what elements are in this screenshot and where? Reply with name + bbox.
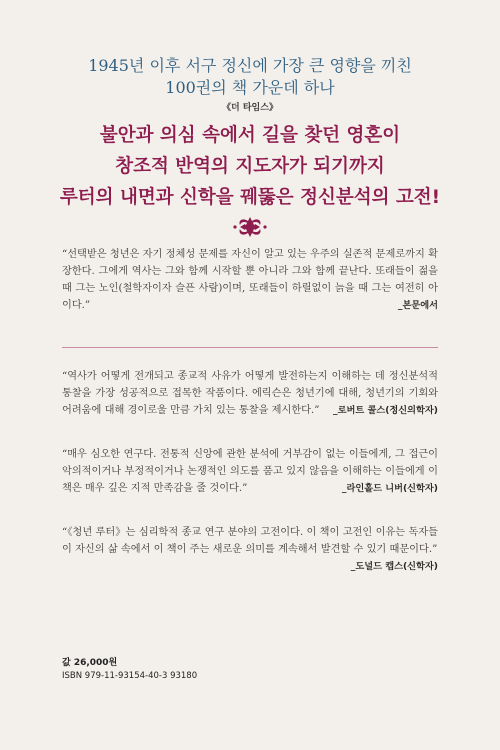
back-matter — [62, 655, 202, 681]
headline-line-3: 루터의 내면과 신학을 꿰뚫은 정신분석의 고전! — [59, 187, 441, 208]
review-attribution: _로버트 콜스(정신의학자) — [333, 405, 438, 416]
excerpt-text: “선택받은 청년은 자기 정체성 문제를 자신이 알고 있는 우주의 실존적 문제로까지 확장한다. 그에게 역사는 그와 함께 시작할 뿐 아니라 그와 함께 끝난다. 또래들이 젊을 때 그는 노인(철학자이자 슬픈 사람)이며, 또래들이 하릴없이 늙을 때 그는 여전히 아이다.” — [62, 249, 438, 311]
review-quote-2 — [62, 446, 438, 497]
headline-line-1: 불안과 의심 속에서 길을 찾던 영혼이 — [99, 125, 401, 146]
review-quote-1 — [62, 368, 438, 419]
isbn-label: ISBN 979-11-93154-40-3 93180 — [62, 671, 198, 681]
headline — [0, 120, 500, 213]
tagline-source: 《더 타임스》 — [222, 103, 278, 113]
section-divider — [62, 347, 438, 348]
tagline-line-1: 1945년 이후 서구 정신에 가장 큰 영향을 끼친 — [88, 56, 412, 75]
review-attribution: _라인홀드 니버(신학자) — [341, 483, 438, 494]
headline-line-2: 창조적 반역의 지도자가 되기까지 — [115, 156, 385, 177]
excerpt-attribution: _본문에서 — [397, 300, 438, 311]
review-quote-3 — [62, 524, 438, 575]
review-attribution: _도널드 캡스(신학자) — [350, 561, 438, 572]
review-text: “《청년 루터》는 심리학적 종교 연구 분야의 고전이다. 이 책이 고전인 이유는 독자들이 자신의 삶 속에서 이 책이 주는 새로운 의미를 계속해서 발견할 수 있기 때문이다.” — [62, 527, 438, 555]
price-label: 값 26,000원 — [62, 658, 118, 668]
excerpt-quote — [62, 246, 438, 314]
review-text: “매우 심오한 연구다. 전통적 신앙에 관한 분석에 거부감이 없는 이들에게, 그 접근이 악의적이거나 부정적이거나 논쟁적인 의도를 품고 있지 않음을 이해하는 이들에게 이 책은 매우 깊은 지적 만족감을 줄 것이다.” — [62, 449, 438, 494]
tagline-line-2: 100권의 책 가운데 하나 — [165, 78, 335, 97]
tagline — [0, 55, 500, 115]
diamond-ornament-icon — [226, 215, 274, 239]
review-text: “역사가 어떻게 전개되고 종교적 사유가 어떻게 발전하는지 이해하는 데 정신분석적 통찰을 가장 성공적으로 접목한 작품이다. 에릭슨은 청년기에 대해, 청년기의 기회와 어려움에 대해 경이로울 만큼 가치 있는 통찰을 제시한다.” — [62, 371, 438, 416]
